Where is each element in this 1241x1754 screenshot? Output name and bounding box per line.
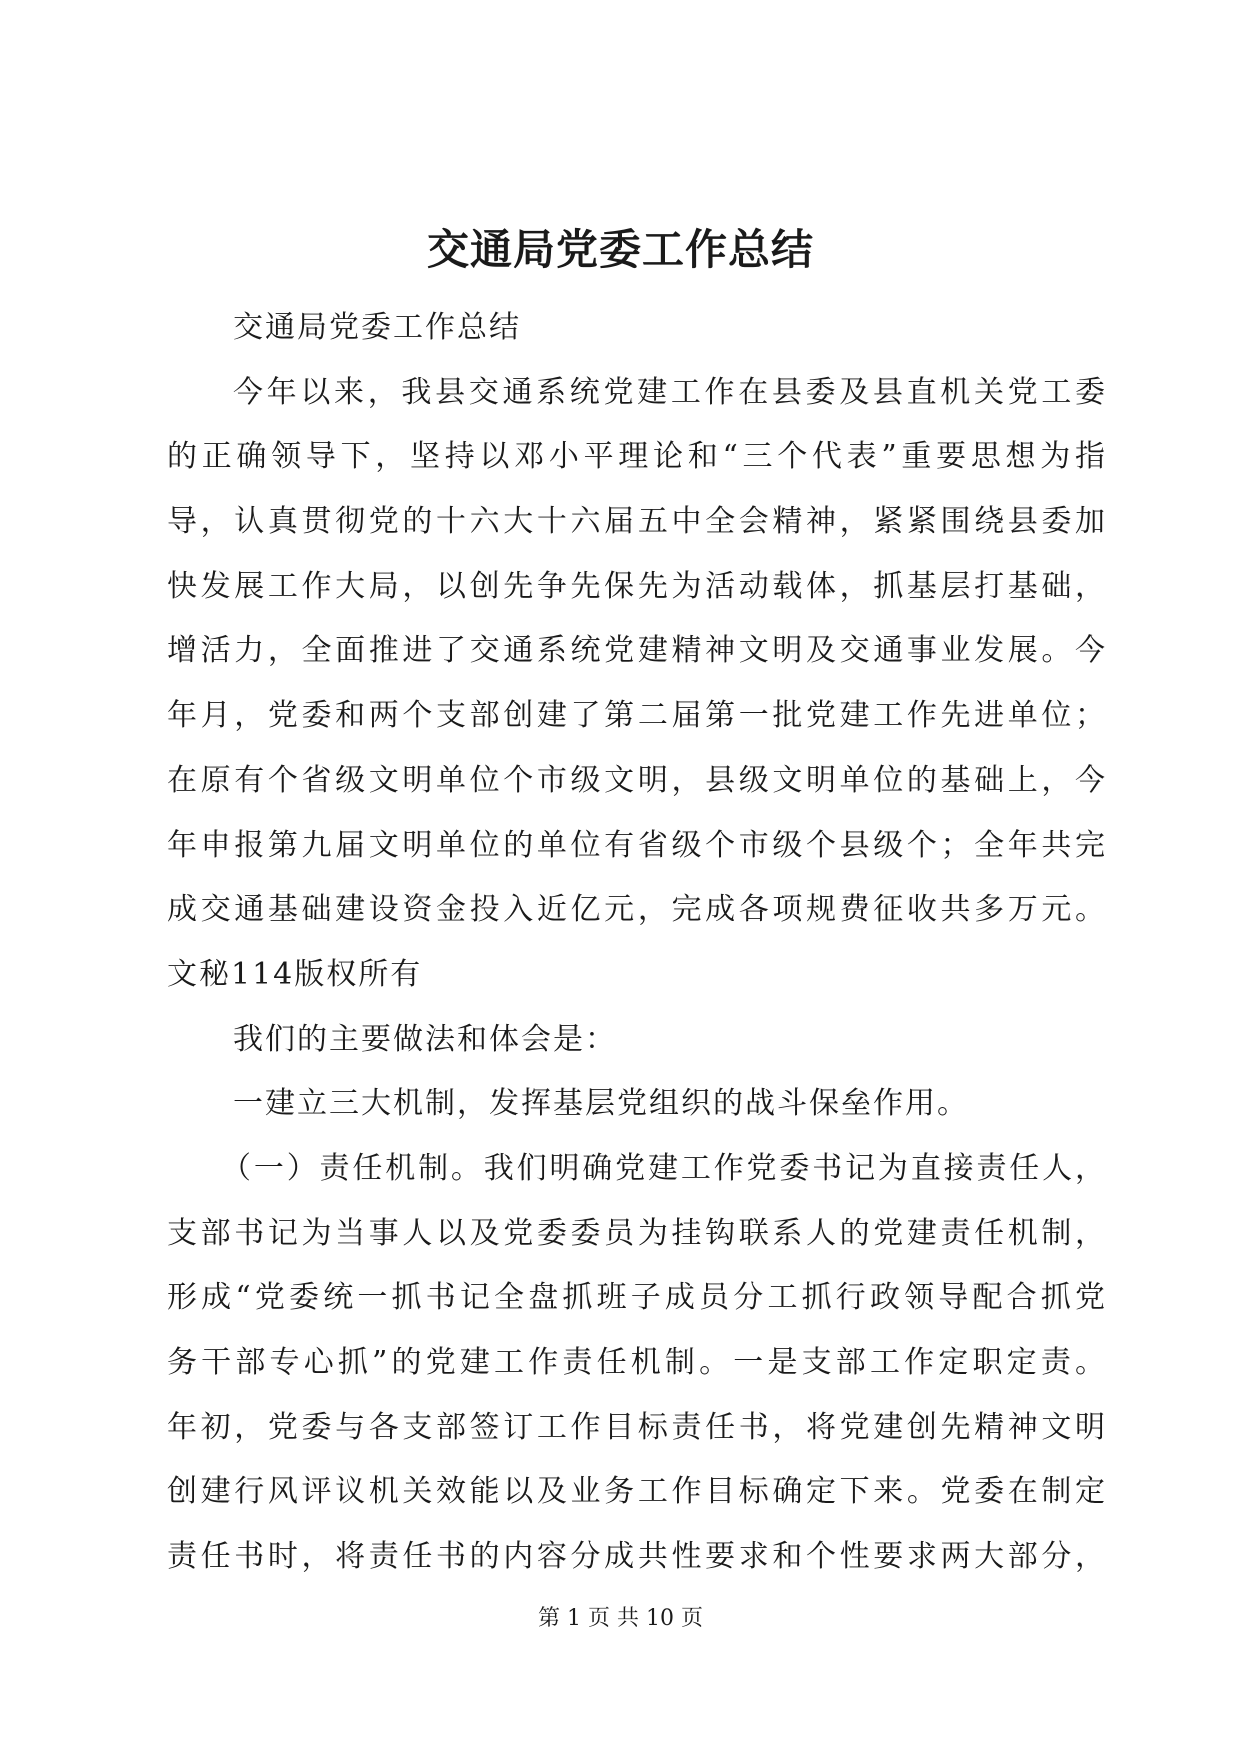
paragraph-text: 我们的主要做法和体会是： [233,1021,617,1057]
paragraph-line: 务干部专心抓”的党建工作责任机制。一是支部工作定职定责。 [167,1345,1107,1381]
paragraph-line: 快发展工作大局，以创先争先保先为活动载体，抓基层打基础， [167,568,1107,604]
paragraph-line: 增活力，全面推进了交通系统党建精神文明及交通事业发展。今 [167,633,1107,669]
paragraph-text: 一建立三大机制，发挥基层党组织的战斗保垒作用。 [233,1086,969,1122]
paragraph-line: 在原有个省级文明单位个市级文明，县级文明单位的基础上，今 [167,762,1107,798]
paragraph-line: 支部书记为当事人以及党委委员为挂钩联系人的党建责任机制， [167,1215,1107,1251]
page-number-footer: 第 1 页 共 10 页 [538,1606,703,1631]
paragraph-heading-one [167,1072,1107,1137]
document-title: 交通局党委工作总结 [426,225,814,274]
paragraph-methods-intro [167,1008,1107,1073]
paragraph-line: 的正确领导下，坚持以邓小平理论和“三个代表”重要思想为指 [167,439,1107,475]
paragraph-line: 成交通基础建设资金投入近亿元，完成各项规费征收共多万元。 [167,892,1107,928]
paragraph-line: 年申报第九届文明单位的单位有省级个市级个县级个；全年共完 [167,827,1107,863]
paragraph-line: 年初，党委与各支部签订工作目标责任书，将党建创先精神文明 [167,1409,1107,1445]
paragraph-line: 今年以来，我县交通系统党建工作在县委及县直机关党工委 [233,374,1107,410]
subtitle-text: 交通局党委工作总结 [233,310,521,345]
paragraph-line: 年月，党委和两个支部创建了第二届第一批党建工作先进单位； [167,698,1107,734]
paragraph-line: 责任书时，将责任书的内容分成共性要求和个性要求两大部分， [167,1539,1107,1575]
paragraph-line: （一）责任机制。我们明确党建工作党委书记为直接责任人， [221,1150,1107,1186]
paragraph-line: 形成“党委统一抓书记全盘抓班子成员分工抓行政领导配合抓党 [167,1280,1107,1316]
paragraph-responsibility [167,1137,1107,1590]
paragraph-line: 文秘114版权所有 [167,956,423,992]
subtitle-paragraph [167,296,1107,361]
paragraph-line: 创建行风评议机关效能以及业务工作目标确定下来。党委在制定 [167,1474,1107,1510]
paragraph-intro [167,361,1107,1008]
document-body [167,296,1107,1590]
paragraph-line: 导，认真贯彻党的十六大十六届五中全会精神，紧紧围绕县委加 [167,504,1107,540]
